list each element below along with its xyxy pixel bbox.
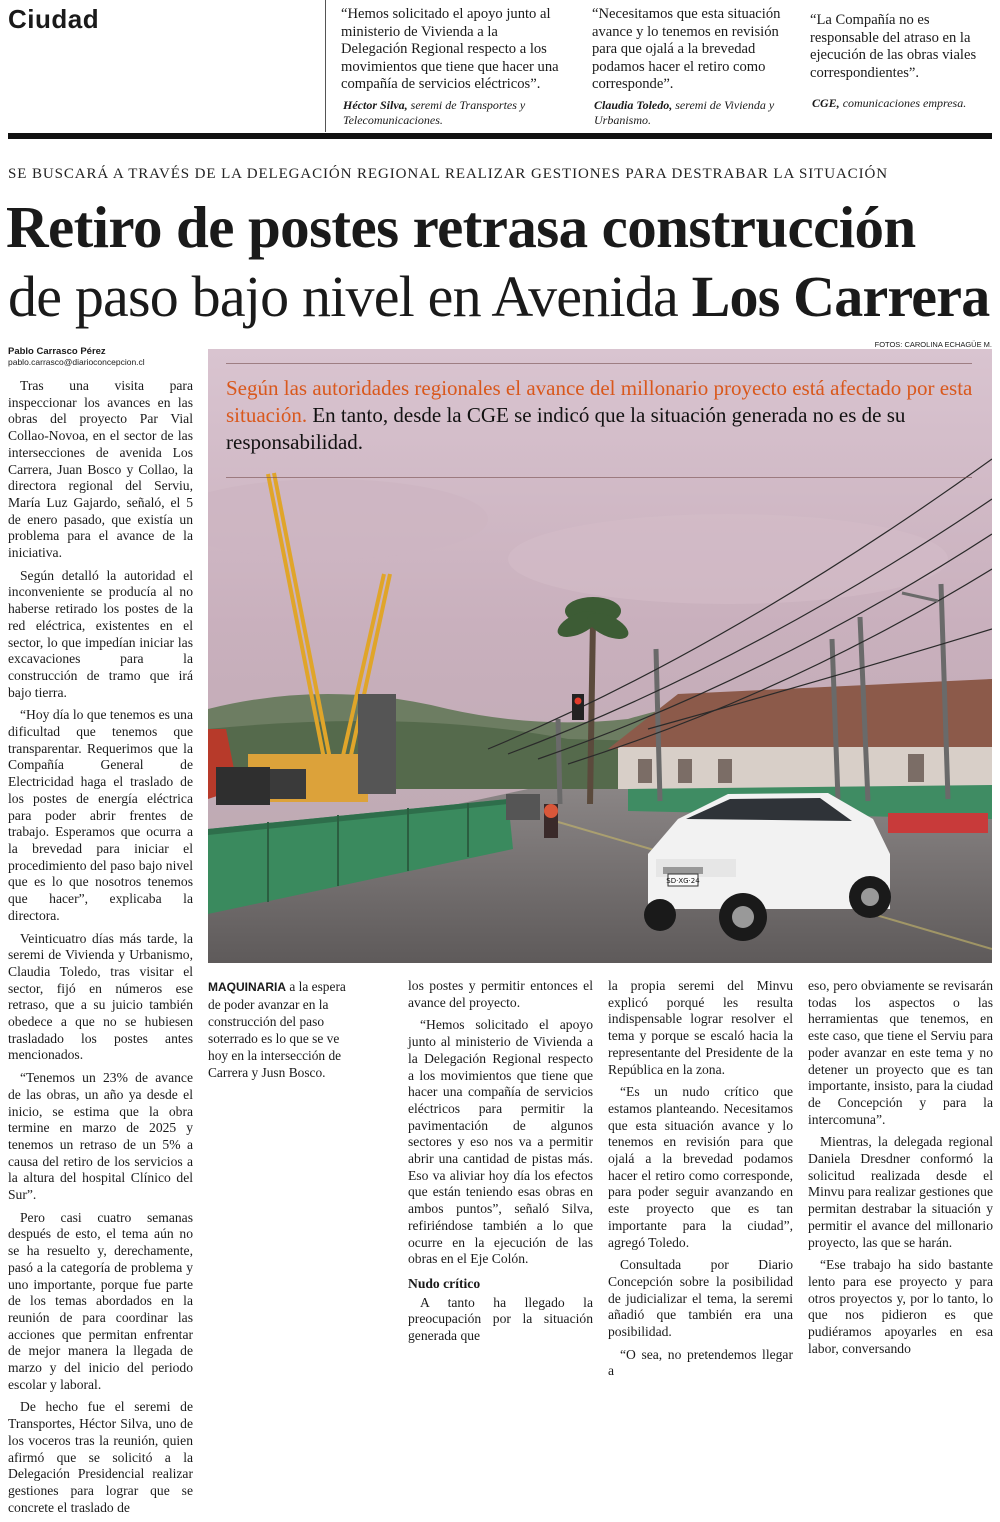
kicker: SE BUSCARÁ A TRAVÉS DE LA DELEGACIÓN REGIONAL REALIZAR GESTIONES PARA DESTRABAR LA SITUACIÓN xyxy=(8,166,888,182)
body-paragraph: De hecho fue el seremi de Transportes, Héctor Silva, uno de los voceros tras la reunión, quien afirmó que se solicitó a la Delegación Presidencial realizar gestiones para lograr que se concrete el traslado de xyxy=(8,1399,193,1515)
quote-text: “Hemos solicitado el apoyo junto al ministerio de Vivienda a la Delegación Regional respecto a los movimientos que tiene que hacer una compañía de servicios eléctricos”. xyxy=(341,6,559,92)
deck-highlight: Según las autoridades regionales el avance del millonario proyecto está afectado por esta situación. xyxy=(226,376,973,427)
body-column-2 xyxy=(408,978,593,1351)
body-paragraph: Consultada por Diario Concepción sobre la posibilidad de judicializar el tema, la seremi añadió que también era una posibilidad. xyxy=(608,1257,793,1340)
body-paragraph: Tras una visita para inspeccionar los avances en las obras del proyecto Par Vial Collao-Novoa, en el sector de las intersecciones de avenida Los Carrera, Juan Bosco y Collao, la directora regional del Serviu, María Luz Gajardo, señaló, el 5 de enero pasado, que existía un problema para el avance de la iniciativa. xyxy=(8,378,193,561)
quote-author: Claudia Toledo, seremi de Vivienda y Urbanismo. xyxy=(594,97,775,127)
deck-rule-top xyxy=(226,363,972,364)
body-paragraph: eso, pero obviamente se revisarán todas los aspectos o las herramientas que tenemos, en este caso, que tiene el Serviu para poder avanzar en este tema y no detener un proyecto que es tan importante, insisto, para la ciudad de Concepción y para la intercomuna”. xyxy=(808,978,993,1127)
quote-author: Héctor Silva, seremi de Transportes y Telecomunicaciones. xyxy=(343,97,526,127)
section-label: Ciudad xyxy=(8,4,100,34)
byline xyxy=(8,346,145,367)
main-photo xyxy=(208,349,992,963)
body-paragraph: Pero casi cuatro semanas después de esto, el tema aún no se ha resuelto y, derechamente, pasó a la categoría de problema y uno importante, porque fue parte de los temas abordados en la reunión de para coordinar las acciones que permitan enfrentar de mejor manera la llegada de marzo y del inicio del periodo escolar y laboral. xyxy=(8,1209,193,1392)
body-paragraph: “Hoy día lo que tenemos es una dificultad que tenemos que transparentar. Requerimos que la Compañía General de Electricidad haga el traslado de los postes de energía eléctrica para poder abrir frentes de trabajo. Esperamos que ocurra a la brevedad para iniciar el procedimiento del paso bajo nivel que es lo que nosotros tenemos que hacer”, explicaba la directora. xyxy=(8,707,193,923)
pull-quote-silva xyxy=(341,6,566,128)
body-paragraph: Según detalló la autoridad el inconveniente se producía al no haberse retirado los postes de la red eléctrica, existentes en el sector, lo que impedían iniciar las excavaciones para la construcción de tramo que irá bajo tierra. xyxy=(8,567,193,700)
headline-line-1: Retiro de postes retrasa construcción xyxy=(6,194,916,260)
deck-rest: En tanto, desde la CGE se indicó que la situación generada no es de su responsabilidad. xyxy=(226,403,906,454)
body-column-3 xyxy=(608,978,793,1386)
body-paragraph: “Hemos solicitado el apoyo junto al ministerio de Vivienda a la Delegación Regional respecto a los movimientos que tiene que hacer una compañía de servicios eléctricos para permitir la pavimentación de algunos sectores y eso nos va a permitir abrir una cantidad de pistas más. Eso va aliviar hoy día los efectos que están teniendo esas obras en ambos puntos”, señaló Silva, refiriéndose también a lo que ocurre en la ejecución de las obras en el Eje Colón. xyxy=(408,1017,593,1267)
body-paragraph: Veinticuatro días más tarde, la seremi de Vivienda y Urbanismo, Claudia Toledo, tras visitar el sector, fijó en números ese retraso, que a su juicio también obedece a que no se hubiesen trasladado los postes antes mencionados. xyxy=(8,930,193,1063)
author-name: Pablo Carrasco Pérez xyxy=(8,346,106,357)
pull-quote-cge xyxy=(810,12,990,111)
body-paragraph: “Tenemos un 23% de avance de las obras, un año ya desde el inicio, se estima que la obra termine en marzo de 2025 y tenemos un retraso de un 5% a causa del retiro de los servicios a la altura del hospital Clínico del Sur”. xyxy=(8,1070,193,1203)
body-paragraph: los postes y permitir entonces el avance del proyecto. xyxy=(408,978,593,1010)
body-paragraph: A tanto ha llegado la preocupación por la situación generada que xyxy=(408,1294,593,1344)
photo-credit: FOTOS: CAROLINA ECHAGÜE M. xyxy=(874,340,992,349)
deck-rule-bottom xyxy=(226,477,972,478)
author-email: pablo.carrasco@diarioconcepcion.cl xyxy=(8,357,145,367)
headline-line-2: de paso bajo nivel en Avenida Los Carrera xyxy=(8,264,990,329)
quote-author: CGE, comunicaciones empresa. xyxy=(812,96,967,110)
top-rule xyxy=(8,133,992,139)
photo-deck xyxy=(226,375,982,456)
body-column-1 xyxy=(8,378,193,1522)
pull-quote-toledo xyxy=(592,6,787,128)
body-paragraph: “O sea, no pretendemos llegar a xyxy=(608,1346,793,1379)
car-plate: SD·XG·24 xyxy=(666,877,700,885)
quote-text: “La Compañía no es responsable del atraso en la ejecución de las obras viales correspondientes”. xyxy=(810,12,977,81)
photo-caption: MAQUINARIA a la espera de poder avanzar en la construcción del paso soterrado es lo que se ve hoy en la intersección de Carrera y Jusn Bosco. xyxy=(208,979,346,1080)
body-column-4 xyxy=(808,978,993,1363)
body-paragraph: Mientras, la delegada regional Daniela Dresdner conformó la solicitud realizada desde el Minvu para realizar gestiones que permitan destrabar la situación y permitir el avance del millonario proyecto, las que se harán. xyxy=(808,1134,993,1250)
body-paragraph: “Ese trabajo ha sido bastante lento para ese proyecto y para otros proyectos y, por lo tanto, lo que nos pidieron es que pudiéramos apoyarles en esa labor, conversando xyxy=(808,1257,993,1356)
quote-text: “Necesitamos que esta situación avance y lo tenemos en revisión para que ojalá a la brevedad podamos hacer el retiro como corresponde”. xyxy=(592,6,781,92)
body-paragraph: la propia seremi del Minvu explicó porqué les resulta indispensable lograr resolver el tema y porque se escaló hacia la representante del Presidente de la República en la zona. xyxy=(608,978,793,1077)
body-paragraph: “Es un nudo crítico que estamos planteando. Necesitamos que esta situación avance y lo tenemos en revisión para que ojalá a la brevedad podamos hacer el retiro como corresponde, para poder seguir avanzando en este proyecto que es tan importante para la ciudad”, agregó Toledo. xyxy=(608,1084,793,1250)
column-divider xyxy=(325,0,326,132)
subheading: Nudo crítico xyxy=(408,1275,481,1291)
